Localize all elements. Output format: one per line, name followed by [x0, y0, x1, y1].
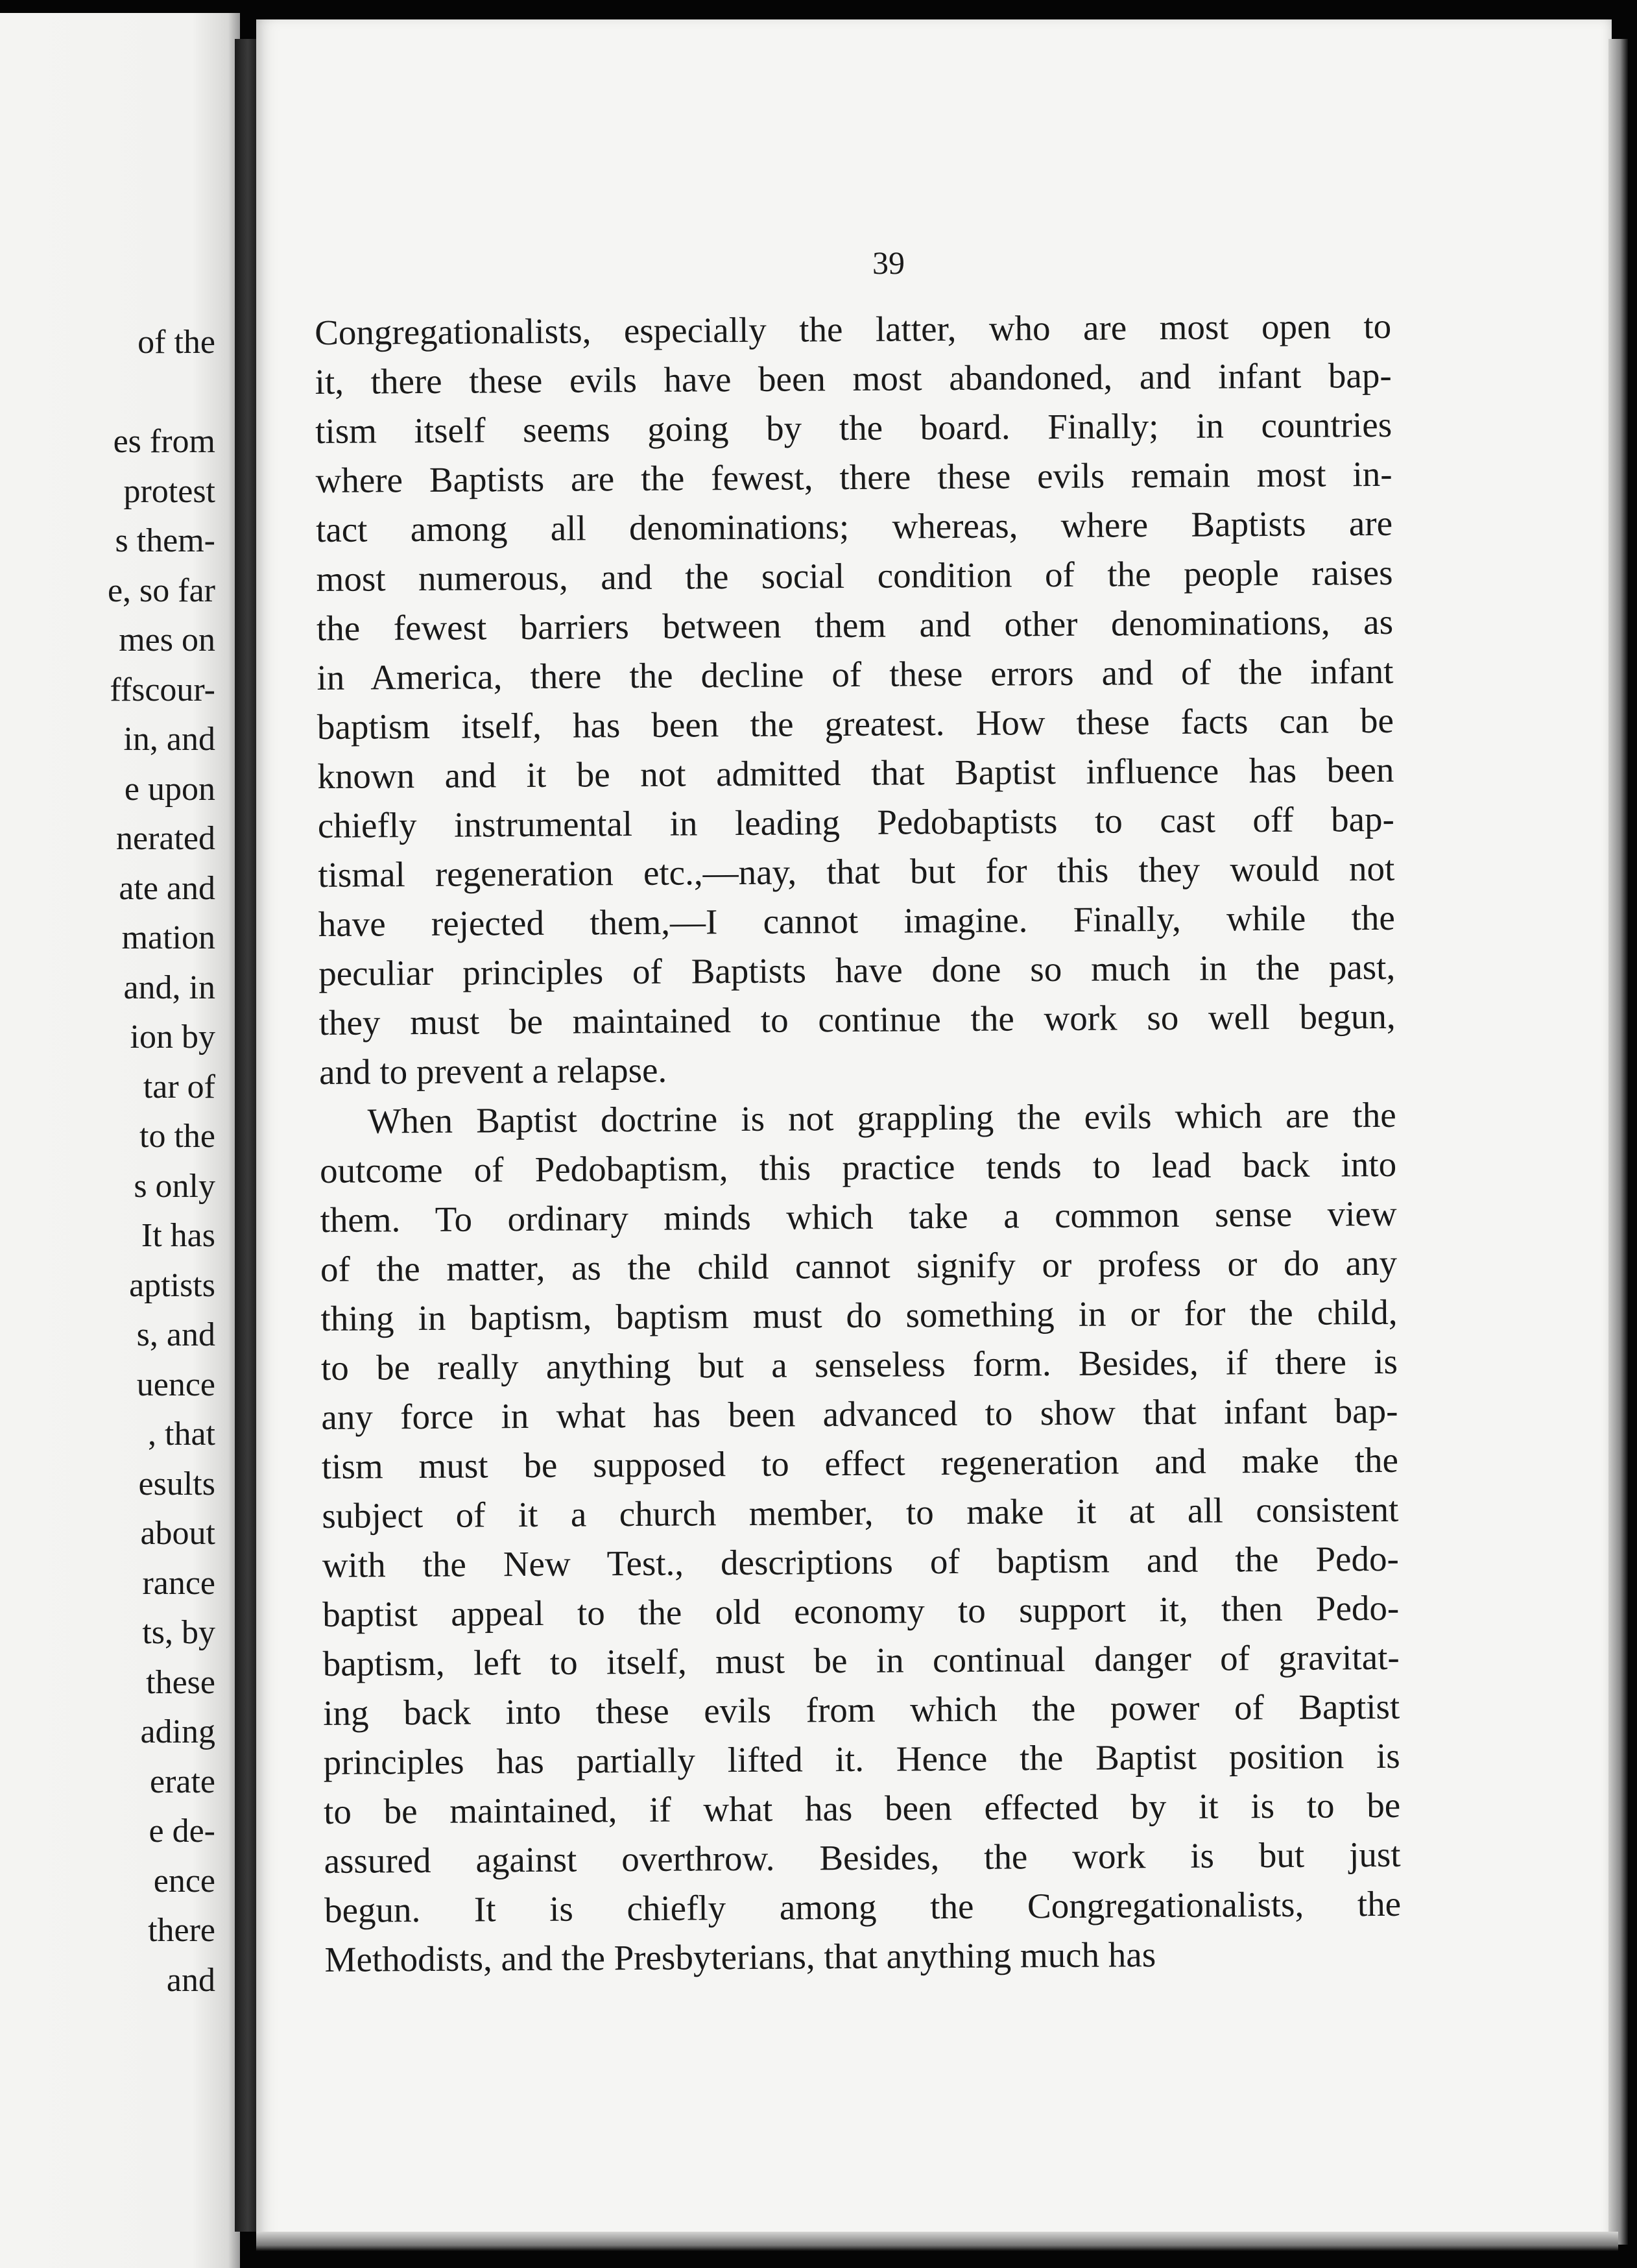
left-page-line: to the [139, 1118, 215, 1155]
text-line: tism itself seems going by the board. Finally; in countries [315, 404, 1392, 451]
left-page-line: protest [123, 472, 215, 510]
left-page-line: ion by [130, 1019, 215, 1056]
left-page-line: e de- [149, 1813, 215, 1850]
text-line: principles has partially lifted it. Hence the Baptist position is [323, 1735, 1400, 1782]
left-page-line: aptists [129, 1266, 215, 1304]
text-line: known and it be not admitted that Baptist influence has been [317, 749, 1394, 796]
left-page-line: mation [121, 919, 215, 956]
right-page-edge [1608, 39, 1628, 2245]
text-line: Congregationalists, especially the latter, who are most open to [315, 306, 1392, 352]
left-page-line: nerated [115, 820, 215, 857]
text-line: any force in what has been advanced to show that infant bap- [321, 1390, 1398, 1437]
text-line: with the New Test., descriptions of baptism and the Pedo- [322, 1538, 1399, 1585]
text-line: in America, there the decline of these errors and of the infant [317, 651, 1394, 697]
left-page-line: esults [138, 1465, 215, 1502]
text-line: assured against overthrow. Besides, the work is but just [324, 1834, 1401, 1881]
left-page-line: about [140, 1515, 215, 1552]
text-line: chiefly instrumental in leading Pedobaptists to cast off bap- [317, 799, 1395, 845]
paragraph [319, 1091, 1401, 1984]
left-page-line: there [148, 1912, 215, 1949]
left-page-line [0, 368, 215, 418]
text-line: have rejected them,—I cannot imagine. Finally, while the [318, 897, 1395, 944]
left-page-text-fragments [0, 318, 215, 2005]
text-line: of the matter, as the child cannot signify or profess or do any [320, 1242, 1398, 1289]
left-page-line: and, in [123, 969, 215, 1006]
left-page-line: and [166, 1961, 215, 1999]
left-page-line: in, and [123, 721, 215, 758]
text-line: tism must be supposed to effect regeneration and make the [321, 1440, 1399, 1486]
paragraph [315, 302, 1396, 1097]
text-line: to be really anything but a senseless form. Besides, if there is [320, 1341, 1398, 1388]
text-line: it, there these evils have been most abandoned, and infant bap- [315, 355, 1392, 402]
text-line: ing back into these evils from which the power of Baptist [323, 1686, 1400, 1733]
left-page-line: of the [137, 324, 215, 361]
text-line: tismal regeneration etc.,—nay, that but for this they would not [318, 848, 1395, 895]
left-page-line: tar of [143, 1068, 215, 1105]
left-page-line: , that [148, 1416, 215, 1453]
left-page-line: rance [142, 1564, 215, 1602]
left-page-line: e upon [124, 770, 215, 808]
text-line: begun. It is chiefly among the Congregationalists, the [324, 1883, 1402, 1930]
left-page-line: s, and [136, 1316, 215, 1353]
text-line: most numerous, and the social condition of the people raises [316, 552, 1393, 599]
left-page-line: e, so far [107, 572, 215, 609]
left-page-line: uence [136, 1366, 215, 1403]
left-page-line: ence [153, 1862, 215, 1900]
text-line: tact among all denominations; whereas, where Baptists are [315, 503, 1393, 549]
text-line: to be maintained, if what has been effected by it is to be [323, 1785, 1401, 1831]
text-line: baptism itself, has been the greatest. How these facts can be [317, 700, 1394, 747]
left-page-line: these [146, 1663, 215, 1701]
text-line: outcome of Pedobaptism, this practice tends to lead back into [319, 1144, 1397, 1190]
text-line: them. To ordinary minds which take a common sense view [320, 1193, 1397, 1240]
text-line: baptism, left to itself, must be in continual danger of gravitat- [322, 1637, 1400, 1683]
left-page-line: s only [134, 1167, 215, 1205]
text-line: When Baptist doctrine is not grappling the evils which are the [367, 1094, 1396, 1141]
left-page-line: ading [140, 1713, 215, 1750]
page-body-text [315, 302, 1402, 1984]
text-line: peculiar principles of Baptists have done so much in the past, [318, 947, 1396, 993]
text-line: Methodists, and the Presbyterians, that anything much has [324, 1935, 1156, 1979]
left-page-line: erate [149, 1763, 215, 1800]
left-page-line: mes on [119, 621, 215, 658]
text-line: and to prevent a relapse. [319, 1050, 667, 1092]
left-page-line: es from [113, 423, 215, 460]
text-line: they must be maintained to continue the work so well begun, [318, 996, 1396, 1043]
left-page-line: s them- [115, 522, 215, 559]
text-line: subject of it a church member, to make it at all consistent [322, 1489, 1399, 1536]
text-line: where Baptists are the fewest, there these evils remain most in- [315, 453, 1392, 500]
left-page-line: It has [141, 1217, 215, 1254]
text-line: thing in baptism, baptism must do something in or for the child, [320, 1292, 1398, 1338]
left-page-line: ate and [119, 869, 215, 907]
left-page-line: ffscour- [110, 671, 215, 708]
text-line: baptist appeal to the old economy to support it, then Pedo- [322, 1587, 1400, 1634]
left-facing-page [0, 13, 240, 2268]
page-number: 39 [872, 245, 905, 281]
bottom-page-edge [256, 2232, 1618, 2251]
text-line: the fewest barriers between them and other denominations, as [316, 601, 1394, 648]
left-page-line: ts, by [142, 1614, 215, 1651]
